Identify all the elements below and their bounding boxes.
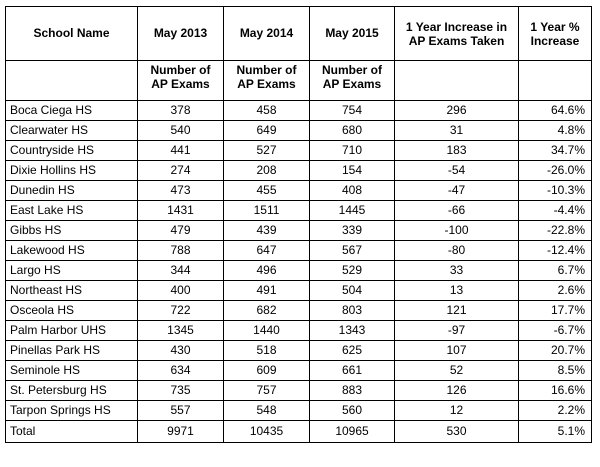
table-row xyxy=(6,281,592,301)
table-row xyxy=(6,401,592,421)
cell-school-name: Dunedin HS xyxy=(6,181,138,201)
cell-school-name: Countryside HS xyxy=(6,141,138,161)
cell-may-2015: 680 xyxy=(310,121,395,141)
subheader-empty xyxy=(519,61,592,101)
table-row xyxy=(6,341,592,361)
cell-school-name: Lakewood HS xyxy=(6,241,138,261)
cell-may-2014: 527 xyxy=(224,141,310,161)
cell-school-name: Pinellas Park HS xyxy=(6,341,138,361)
cell-may-2015: 408 xyxy=(310,181,395,201)
cell-one-year-pct-increase: 17.7% xyxy=(519,301,592,321)
total-row xyxy=(6,421,592,443)
cell-school-name: Northeast HS xyxy=(6,281,138,301)
cell-may-2014: 458 xyxy=(224,101,310,121)
header-may-2013: May 2013 xyxy=(138,7,224,61)
header-one-year-pct-increase: 1 Year % Increase xyxy=(519,7,592,61)
cell-may-2013: 735 xyxy=(138,381,224,401)
cell-school-name: Largo HS xyxy=(6,261,138,281)
cell-may-2014: 496 xyxy=(224,261,310,281)
cell-one-year-increase: 107 xyxy=(395,341,519,361)
cell-one-year-increase: -100 xyxy=(395,221,519,241)
cell-one-year-pct-increase: -10.3% xyxy=(519,181,592,201)
cell-school-name: Osceola HS xyxy=(6,301,138,321)
cell-school-name: Dixie Hollins HS xyxy=(6,161,138,181)
cell-may-2013: 274 xyxy=(138,161,224,181)
subheader-may-2014: Number of AP Exams xyxy=(224,61,310,101)
cell-may-2013: 479 xyxy=(138,221,224,241)
subheader-may-2013: Number of AP Exams xyxy=(138,61,224,101)
subheader-empty xyxy=(395,61,519,101)
cell-one-year-increase: 121 xyxy=(395,301,519,321)
cell-may-2014: 455 xyxy=(224,181,310,201)
cell-school-name: Palm Harbor UHS xyxy=(6,321,138,341)
table-body xyxy=(6,101,592,443)
cell-may-2013: 557 xyxy=(138,401,224,421)
cell-may-2015: 154 xyxy=(310,161,395,181)
cell-school-name: Boca Ciega HS xyxy=(6,101,138,121)
cell-one-year-pct-increase: 2.6% xyxy=(519,281,592,301)
cell-may-2014: 757 xyxy=(224,381,310,401)
cell-one-year-increase: 12 xyxy=(395,401,519,421)
cell-may-2014: 10435 xyxy=(224,421,310,443)
cell-school-name: Clearwater HS xyxy=(6,121,138,141)
table-row xyxy=(6,121,592,141)
cell-may-2015: 567 xyxy=(310,241,395,261)
cell-may-2015: 1445 xyxy=(310,201,395,221)
cell-school-name: Gibbs HS xyxy=(6,221,138,241)
cell-one-year-pct-increase: -26.0% xyxy=(519,161,592,181)
cell-may-2013: 473 xyxy=(138,181,224,201)
cell-school-name: East Lake HS xyxy=(6,201,138,221)
cell-may-2013: 1431 xyxy=(138,201,224,221)
cell-may-2014: 491 xyxy=(224,281,310,301)
cell-one-year-increase: 52 xyxy=(395,361,519,381)
cell-may-2015: 803 xyxy=(310,301,395,321)
cell-one-year-increase: -80 xyxy=(395,241,519,261)
cell-school-name: St. Petersburg HS xyxy=(6,381,138,401)
cell-one-year-pct-increase: -22.8% xyxy=(519,221,592,241)
table-row xyxy=(6,141,592,161)
ap-exams-table xyxy=(5,6,592,443)
table-row xyxy=(6,361,592,381)
cell-may-2014: 647 xyxy=(224,241,310,261)
cell-school-name: Tarpon Springs HS xyxy=(6,401,138,421)
table-row xyxy=(6,161,592,181)
cell-may-2015: 883 xyxy=(310,381,395,401)
header-row xyxy=(6,7,592,61)
cell-may-2015: 625 xyxy=(310,341,395,361)
cell-may-2013: 400 xyxy=(138,281,224,301)
cell-may-2013: 634 xyxy=(138,361,224,381)
cell-one-year-increase: 296 xyxy=(395,101,519,121)
cell-one-year-pct-increase: -6.7% xyxy=(519,321,592,341)
cell-may-2014: 682 xyxy=(224,301,310,321)
cell-may-2013: 540 xyxy=(138,121,224,141)
cell-may-2015: 10965 xyxy=(310,421,395,443)
cell-one-year-increase: 530 xyxy=(395,421,519,443)
cell-may-2015: 1343 xyxy=(310,321,395,341)
header-may-2014: May 2014 xyxy=(224,7,310,61)
table-row xyxy=(6,301,592,321)
cell-one-year-increase: -97 xyxy=(395,321,519,341)
cell-may-2013: 1345 xyxy=(138,321,224,341)
cell-may-2013: 441 xyxy=(138,141,224,161)
cell-one-year-increase: -66 xyxy=(395,201,519,221)
cell-school-name: Total xyxy=(6,421,138,443)
header-may-2015: May 2015 xyxy=(310,7,395,61)
table-row xyxy=(6,181,592,201)
cell-one-year-increase: 33 xyxy=(395,261,519,281)
cell-school-name: Seminole HS xyxy=(6,361,138,381)
cell-may-2014: 1440 xyxy=(224,321,310,341)
cell-one-year-pct-increase: 4.8% xyxy=(519,121,592,141)
cell-may-2014: 439 xyxy=(224,221,310,241)
header-school-name: School Name xyxy=(6,7,138,61)
cell-one-year-increase: 31 xyxy=(395,121,519,141)
cell-may-2015: 710 xyxy=(310,141,395,161)
cell-one-year-increase: -54 xyxy=(395,161,519,181)
cell-may-2014: 609 xyxy=(224,361,310,381)
cell-one-year-pct-increase: 8.5% xyxy=(519,361,592,381)
cell-one-year-pct-increase: 64.6% xyxy=(519,101,592,121)
cell-may-2013: 430 xyxy=(138,341,224,361)
cell-may-2013: 722 xyxy=(138,301,224,321)
cell-one-year-pct-increase: 20.7% xyxy=(519,341,592,361)
cell-may-2015: 504 xyxy=(310,281,395,301)
cell-may-2014: 208 xyxy=(224,161,310,181)
table-row xyxy=(6,241,592,261)
cell-may-2013: 788 xyxy=(138,241,224,261)
table-row xyxy=(6,261,592,281)
table-row xyxy=(6,321,592,341)
cell-may-2015: 560 xyxy=(310,401,395,421)
cell-one-year-increase: 126 xyxy=(395,381,519,401)
table-row xyxy=(6,221,592,241)
cell-one-year-increase: -47 xyxy=(395,181,519,201)
table-row xyxy=(6,201,592,221)
cell-one-year-pct-increase: 16.6% xyxy=(519,381,592,401)
subheader-row xyxy=(6,61,592,101)
subheader-may-2015: Number of AP Exams xyxy=(310,61,395,101)
cell-may-2014: 649 xyxy=(224,121,310,141)
cell-may-2014: 548 xyxy=(224,401,310,421)
cell-may-2013: 378 xyxy=(138,101,224,121)
cell-one-year-pct-increase: -12.4% xyxy=(519,241,592,261)
table-row xyxy=(6,101,592,121)
cell-one-year-pct-increase: 2.2% xyxy=(519,401,592,421)
cell-may-2013: 344 xyxy=(138,261,224,281)
cell-may-2015: 754 xyxy=(310,101,395,121)
cell-one-year-pct-increase: 5.1% xyxy=(519,421,592,443)
header-one-year-increase: 1 Year Increase in AP Exams Taken xyxy=(395,7,519,61)
cell-one-year-increase: 183 xyxy=(395,141,519,161)
cell-may-2015: 339 xyxy=(310,221,395,241)
cell-may-2014: 518 xyxy=(224,341,310,361)
cell-one-year-pct-increase: 6.7% xyxy=(519,261,592,281)
cell-may-2015: 661 xyxy=(310,361,395,381)
cell-may-2014: 1511 xyxy=(224,201,310,221)
cell-may-2015: 529 xyxy=(310,261,395,281)
cell-one-year-pct-increase: 34.7% xyxy=(519,141,592,161)
subheader-empty xyxy=(6,61,138,101)
ap-exams-table-container xyxy=(5,6,592,443)
cell-one-year-increase: 13 xyxy=(395,281,519,301)
cell-may-2013: 9971 xyxy=(138,421,224,443)
cell-one-year-pct-increase: -4.4% xyxy=(519,201,592,221)
table-row xyxy=(6,381,592,401)
